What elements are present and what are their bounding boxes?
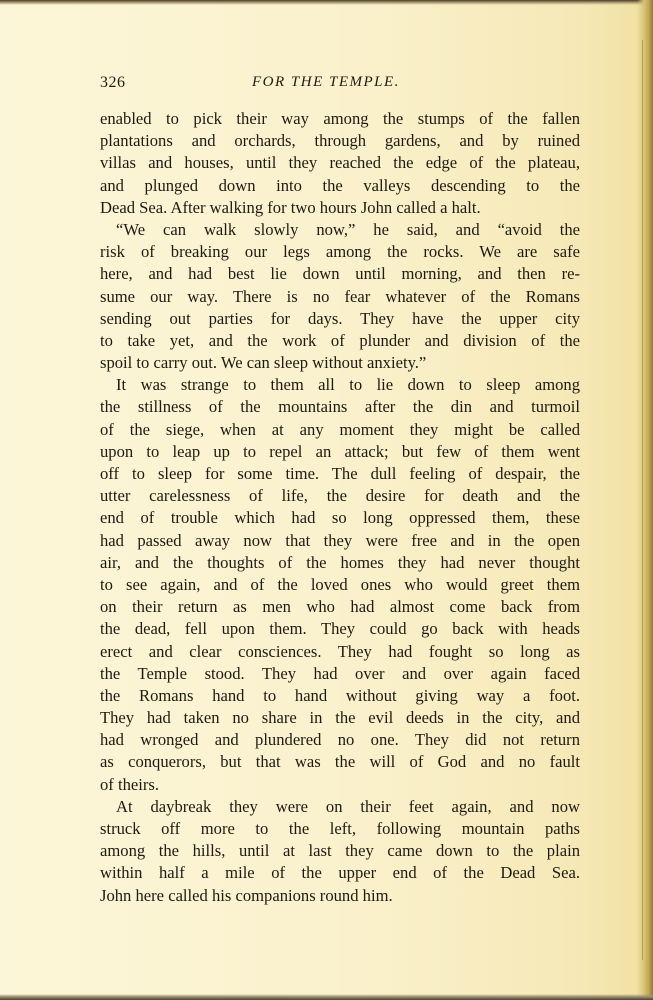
text-line: villas and houses, until they reached the edge of the plateau, bbox=[100, 153, 580, 173]
text-line: erect and clear consciences. They had fought so long as bbox=[100, 641, 580, 661]
page-right-edge-line bbox=[642, 40, 643, 960]
page-number: 326 bbox=[100, 74, 126, 91]
text-line: They had taken no share in the evil deeds in the city, and bbox=[100, 708, 580, 728]
text-line: sending out parties for days. They have the upper city bbox=[100, 308, 580, 328]
running-title: FOR THE TEMPLE. bbox=[252, 74, 400, 90]
text-line: of theirs. bbox=[100, 774, 159, 794]
page-right-edge bbox=[637, 0, 653, 1000]
text-line: of the siege, when at any moment they might be called bbox=[100, 419, 580, 439]
running-head bbox=[100, 74, 580, 98]
text-line: John here called his companions round him. bbox=[100, 885, 393, 905]
text-line: to see again, and of the loved ones who would greet them bbox=[100, 574, 580, 594]
text-line: enabled to pick their way among the stumps of the fallen bbox=[100, 109, 580, 128]
text-line: “We can walk slowly now,” he said, and “avoid the bbox=[116, 219, 580, 239]
text-line: to take yet, and the work of plunder and division of the bbox=[100, 330, 580, 350]
text-line: off to sleep for some time. The dull feeling of despair, the bbox=[100, 464, 580, 483]
text-line: utter carelessness of life, the desire for death and the bbox=[100, 486, 580, 506]
text-line: on their return as men who had almost come back from bbox=[100, 597, 580, 617]
text-line: struck off more to the left, following mountain paths bbox=[100, 819, 580, 838]
text-line: the Romans hand to hand without giving way a foot. bbox=[100, 685, 580, 705]
text-line: spoil to carry out. We can sleep without anxiety.” bbox=[100, 353, 427, 373]
text-line: as conquerors, but that was the will of God and no fault bbox=[100, 752, 580, 772]
page-top-edge bbox=[0, 0, 653, 5]
text-line: Dead Sea. After walking for two hours John called a halt. bbox=[100, 197, 481, 217]
text-line: sume our way. There is no fear whatever of the Romans bbox=[100, 286, 580, 306]
text-line: upon to leap up to repel an attack; but few of them went bbox=[100, 441, 580, 461]
text-line: the Temple stood. They had over and over again faced bbox=[100, 663, 580, 683]
text-line: and plunged down into the valleys descending to the bbox=[100, 175, 580, 195]
text-line: had wronged and plundered no one. They did not return bbox=[100, 730, 580, 750]
text-line: among the hills, until at last they came down to the plain bbox=[100, 841, 580, 861]
body-text bbox=[100, 108, 580, 907]
page-bottom-edge bbox=[0, 994, 653, 1000]
text-line: It was strange to them all to lie down to sleep among bbox=[116, 375, 580, 395]
text-line: within half a mile of the upper end of the Dead Sea. bbox=[100, 863, 580, 883]
text-line: the stillness of the mountains after the din and turmoil bbox=[100, 397, 580, 417]
text-line: end of trouble which had so long oppressed them, these bbox=[100, 508, 580, 528]
text-line: plantations and orchards, through gardens, and by ruined bbox=[100, 131, 580, 151]
text-line: risk of breaking our legs among the rocks. We are safe bbox=[100, 242, 580, 262]
text-line: here, and had best lie down until morning, and then re- bbox=[100, 264, 580, 284]
text-line: At daybreak they were on their feet again, and now bbox=[116, 796, 580, 816]
text-line: air, and the thoughts of the homes they had never thought bbox=[100, 552, 580, 572]
text-line: the dead, fell upon them. They could go back with heads bbox=[100, 619, 580, 639]
text-line: had passed away now that they were free and in the open bbox=[100, 530, 580, 550]
